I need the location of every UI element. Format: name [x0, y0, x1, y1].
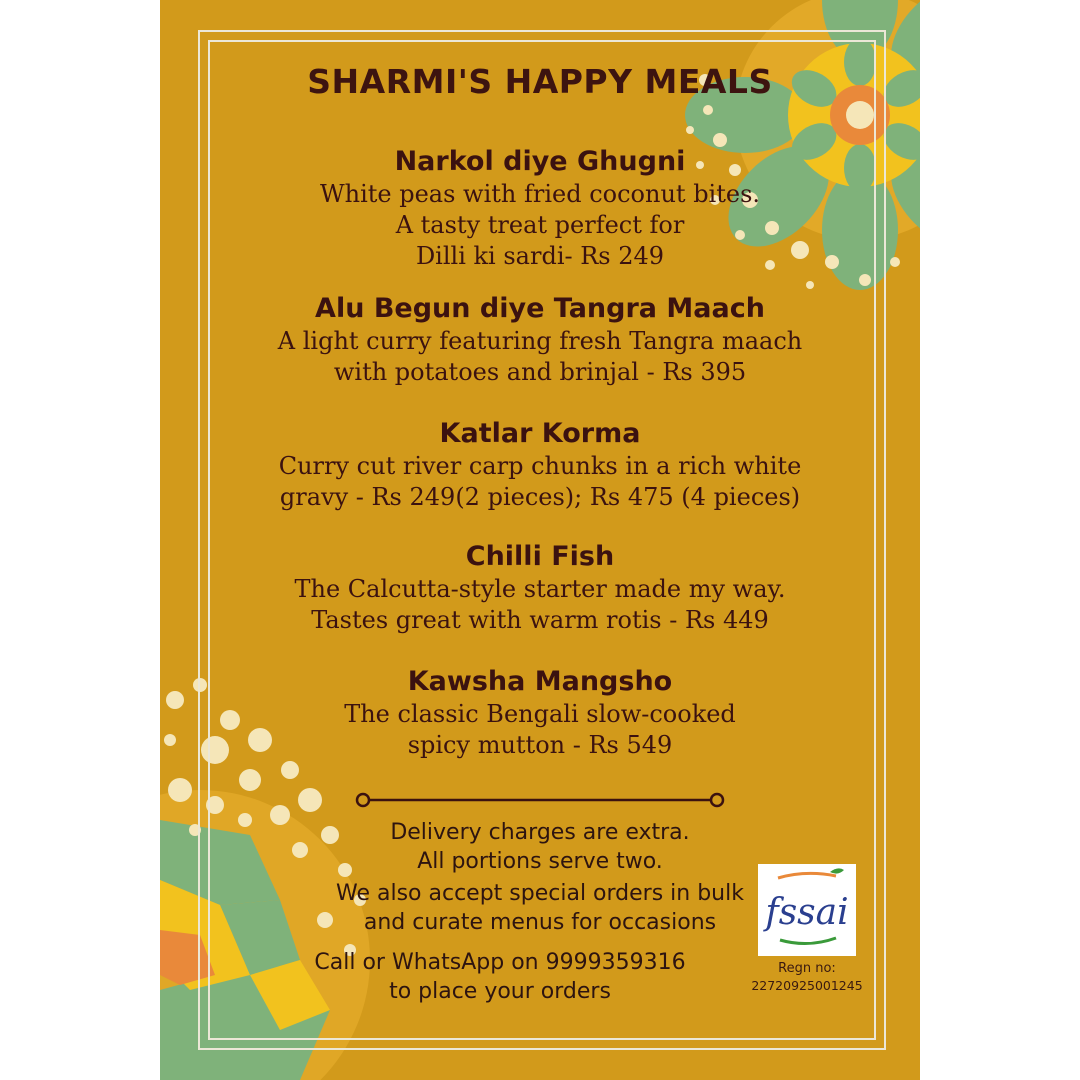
special-orders-note: We also accept special orders in bulk and curate menus for occasions [336, 881, 744, 935]
dish-name: Alu Begun diye Tangra Maach [315, 293, 765, 324]
ornamental-divider [355, 790, 725, 810]
registration-label: Regn no: [778, 961, 836, 976]
menu-item [160, 540, 920, 636]
dish-name: Kawsha Mangsho [407, 666, 673, 697]
dish-description: The Calcutta-style starter made my way. Tastes great with warm rotis - Rs 449 [294, 575, 786, 634]
dish-name: Katlar Korma [439, 418, 641, 449]
dish-description: The classic Bengali slow-cooked spicy mutton - Rs 549 [344, 700, 736, 759]
fssai-logo-icon [758, 864, 856, 956]
registration-number: 22720925001245 [751, 978, 863, 993]
menu-item [160, 665, 920, 761]
fssai-logo [758, 864, 856, 956]
svg-text:fssai: fssai [765, 892, 849, 933]
menu-item [160, 417, 920, 513]
dish-name: Narkol diye Ghugni [394, 146, 686, 177]
menu-item [160, 145, 920, 272]
dish-description: White peas with fried coconut bites. A tasty treat perfect for Dilli ki sardi- Rs 249 [319, 180, 761, 270]
contact-note: Call or WhatsApp on 9999359316 to place your orders [314, 950, 686, 1004]
delivery-note: Delivery charges are extra. All portions serve two. [390, 820, 690, 874]
dish-name: Chilli Fish [465, 541, 615, 572]
menu-poster [160, 0, 920, 1080]
menu-title: SHARMI'S HAPPY MEALS [307, 62, 773, 101]
dish-description: Curry cut river carp chunks in a rich white gravy - Rs 249(2 pieces); Rs 475 (4 pieces) [278, 452, 802, 511]
dish-description: A light curry featuring fresh Tangra maach with potatoes and brinjal - Rs 395 [277, 327, 803, 386]
menu-item [160, 292, 920, 388]
